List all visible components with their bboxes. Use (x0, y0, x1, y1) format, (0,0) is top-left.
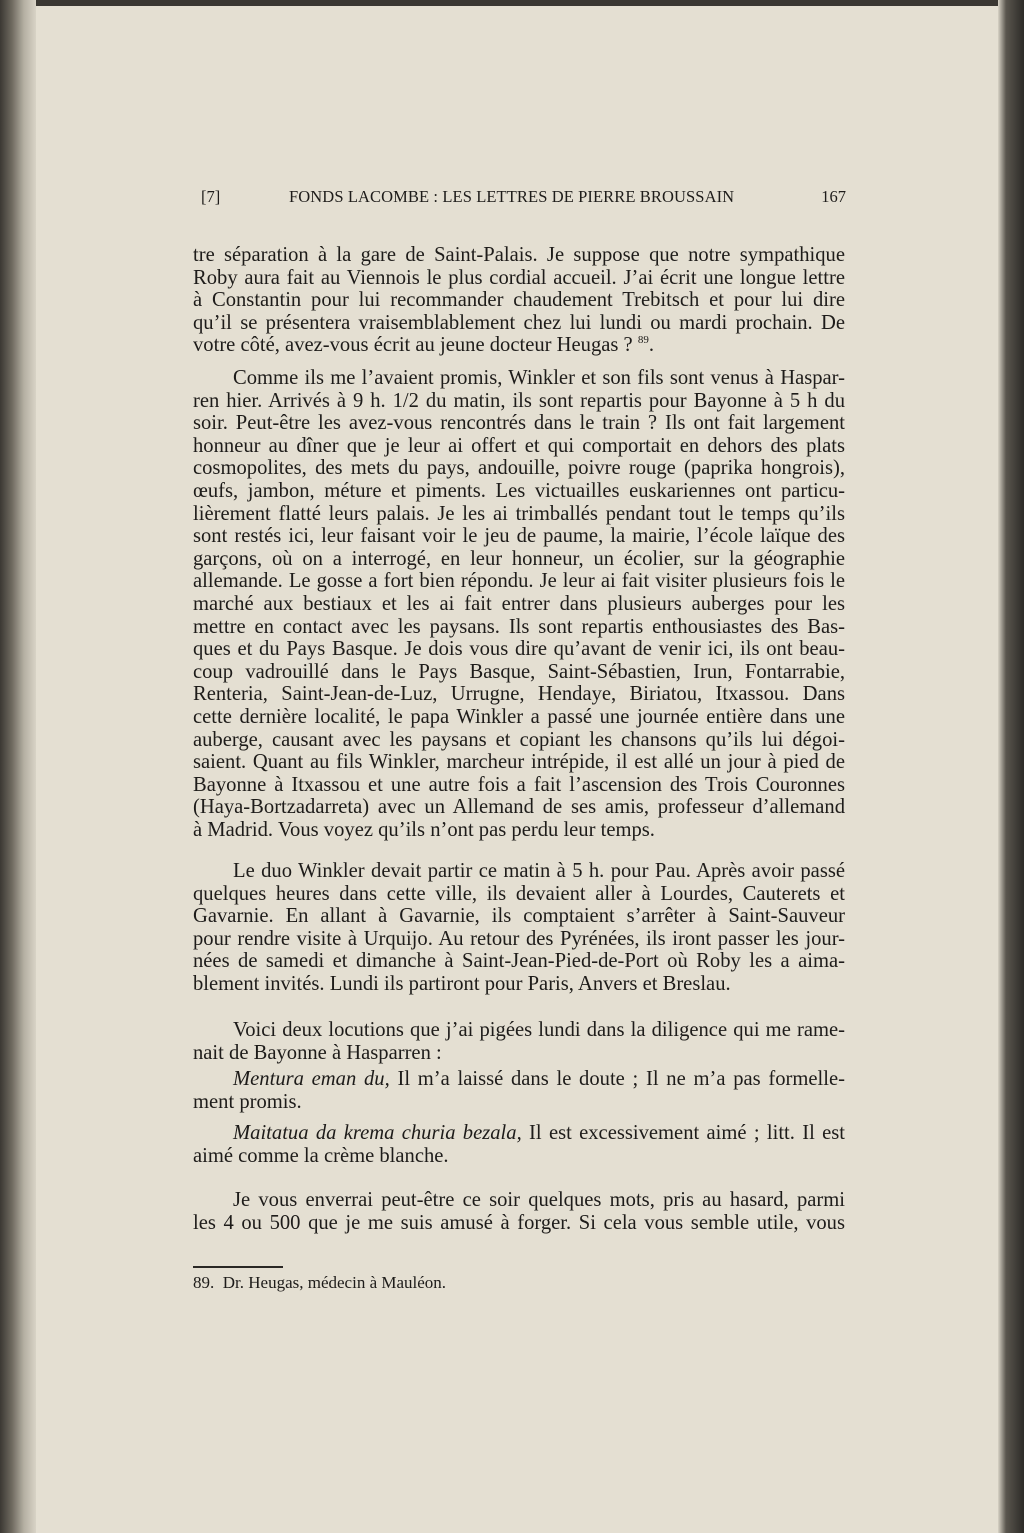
line-text: œufs, jambon, méture et piments. Les victuailles euskariennes ont particu- (193, 479, 845, 502)
line-text: ment promis. (193, 1090, 302, 1113)
line-text: soir. Peut-être les avez-vous rencontrés dans le train ? Ils ont fait largement (193, 412, 845, 435)
text-line (193, 503, 845, 526)
line-text: auberge, causant avec les paysans et copiant les chansons qu’ils lui dégoi- (193, 728, 845, 751)
text-line (193, 1122, 845, 1145)
text-line (193, 883, 845, 906)
footnote-text: Dr. Heugas, médecin à Mauléon. (222, 1273, 447, 1292)
basque-phrase: Maitatua da krema churia bezala, (233, 1122, 522, 1144)
line-text: blement invités. Lundi ils partiront pour Paris, Anvers et Breslau. (193, 972, 731, 995)
text-line (193, 1091, 845, 1114)
text-line (193, 683, 845, 706)
line-text: Le duo Winkler devait partir ce matin à 5 h. pour Pau. Après avoir passé (233, 860, 845, 882)
page-number: 167 (821, 187, 846, 206)
line-text: Je vous enverrai peut-être ce soir quelques mots, pris au hasard, parmi (233, 1189, 845, 1211)
paragraph (193, 1122, 845, 1167)
text-line (193, 244, 845, 267)
basque-phrase: Mentura eman du, (233, 1068, 390, 1090)
paragraph (193, 1019, 845, 1064)
running-header (201, 187, 846, 211)
line-text: votre côté, avez-vous écrit au jeune docteur Heugas ? (193, 334, 633, 357)
line-text: mettre en contact avec les paysans. Ils sont repartis enthousiastes des Bas- (193, 615, 845, 638)
line-text: aimé comme la crème blanche. (193, 1144, 449, 1167)
line-text: pour rendre visite à Urquijo. Au retour des Pyrénées, ils iront passer les jour- (193, 927, 845, 950)
line-text: sont restés ici, leur faisant voir le jeu de paume, la mairie, l’école laïque des (193, 525, 845, 548)
text-line (193, 412, 845, 435)
text-line (193, 289, 845, 312)
text-line (193, 267, 845, 290)
line-text: ques et du Pays Basque. Je dois vous dire qu’avant de venir ici, ils ont beau- (193, 638, 845, 661)
line-text: (Haya-Bortzadarreta) avec un Allemand de ses amis, professeur d’allemand (193, 796, 845, 819)
line-text: Renteria, Saint-Jean-de-Luz, Urrugne, Hendaye, Biriatou, Itxassou. Dans (193, 683, 845, 706)
paragraph (193, 860, 845, 996)
paragraph (193, 1068, 845, 1113)
line-text: Il est excessivement aimé ; litt. Il est (529, 1122, 845, 1144)
line-text: les 4 ou 500 que je me suis amusé à forger. Si cela vous semble utile, vous (193, 1211, 845, 1234)
paragraph (193, 244, 845, 357)
line-text: Il m’a laissé dans le doute ; Il ne m’a pas formelle- (397, 1068, 845, 1090)
text-line (193, 548, 845, 571)
text-line (193, 973, 845, 996)
line-text: honneur au dîner que je leur ai offert et qui comportait en dehors des plats (193, 434, 845, 457)
footnote-number: 89. (193, 1273, 215, 1292)
text-line (193, 706, 845, 729)
running-title: FONDS LACOMBE : LES LETTRES DE PIERRE BROUSSAIN (289, 187, 735, 206)
text-line (193, 905, 845, 928)
text-line (193, 860, 845, 883)
text-line (193, 928, 845, 951)
line-text: cette dernière localité, le papa Winkler a passé une journée entière dans une (193, 705, 845, 728)
line-text: Voici deux locutions que j’ai pigées lundi dans la diligence qui me rame- (233, 1019, 845, 1041)
text-line (193, 616, 845, 639)
footnote (193, 1273, 446, 1293)
line-text: Bayonne à Itxassou et une autre fois a fait l’ascension des Trois Couronnes (193, 773, 845, 796)
paragraph (193, 367, 845, 841)
text-line (193, 1212, 845, 1235)
page-edge (998, 0, 1024, 1533)
text-line (193, 661, 845, 684)
line-text: lièrement flatté leurs palais. Je les ai trimballés pendant tout le temps qu’ils (193, 502, 845, 525)
scan-top-edge (0, 0, 1024, 6)
line-text: quelques heures dans cette ville, ils devaient aller à Lourdes, Cauterets et (193, 882, 845, 905)
footnote-reference[interactable]: 89 (637, 334, 649, 347)
paragraph (193, 1189, 845, 1234)
line-text: garçons, où on a interrogé, en leur honneur, un écolier, sur la géographie (193, 547, 845, 570)
line-text: allemande. Le gosse a fort bien répondu. Je leur ai fait visiter plusieurs fois le (193, 570, 845, 593)
text-line (193, 570, 845, 593)
line-text: saient. Quant au fils Winkler, marcheur intrépide, il est allé un jour à pied de (193, 751, 845, 774)
text-line (193, 774, 845, 797)
line-text: marché aux bestiaux et les ai fait entrer dans plusieurs auberges pour les (193, 592, 845, 615)
line-text: Gavarnie. En allant à Gavarnie, ils comptaient s’arrêter à Saint-Sauveur (193, 905, 845, 928)
text-line (193, 751, 845, 774)
text-line (193, 1042, 845, 1065)
line-text: coup vadrouillé dans le Pays Basque, Saint-Sébastien, Irun, Fontarrabie, (193, 660, 845, 683)
line-text: à Constantin pour lui recommander chaudement Trebitsch et pour lui dire (193, 289, 845, 312)
text-line (193, 1019, 845, 1042)
line-text: qu’il se présentera vraisemblablement chez lui lundi ou mardi prochain. De (193, 311, 845, 334)
text-line (193, 819, 845, 842)
text-line (193, 435, 845, 458)
line-text: Roby aura fait au Viennois le plus cordial accueil. J’ai écrit une longue lettre (193, 266, 845, 289)
line-text: cosmopolites, des mets du pays, andouille, poivre rouge (paprika hongrois), (193, 457, 845, 480)
text-line (193, 1145, 845, 1168)
footnote-rule (193, 1266, 283, 1268)
text-line (193, 367, 845, 390)
text-line (193, 480, 845, 503)
line-text: nait de Bayonne à Hasparren : (193, 1041, 442, 1064)
text-line (193, 334, 845, 357)
line-text: ren hier. Arrivés à 9 h. 1/2 du matin, ils sont repartis pour Bayonne à 5 h du (193, 389, 845, 412)
line-text: Comme ils me l’avaient promis, Winkler et son fils sont venus à Haspar- (233, 367, 845, 389)
text-line (193, 593, 845, 616)
text-line (193, 312, 845, 335)
section-number: [7] (201, 187, 221, 206)
text-line (193, 729, 845, 752)
text-line (193, 796, 845, 819)
text-line (193, 390, 845, 413)
text-line (193, 638, 845, 661)
line-text: à Madrid. Vous voyez qu’ils n’ont pas perdu leur temps. (193, 818, 655, 841)
line-text: tre séparation à la gare de Saint-Palais. Je suppose que notre sympathique (193, 244, 845, 266)
book-gutter (0, 0, 36, 1533)
text-line (193, 1068, 845, 1091)
text-line (193, 950, 845, 973)
text-line (193, 457, 845, 480)
line-text: nées de samedi et dimanche à Saint-Jean-Pied-de-Port où Roby les a aima- (193, 950, 845, 973)
punctuation: . (648, 334, 655, 357)
text-line (193, 525, 845, 548)
text-line (193, 1189, 845, 1212)
